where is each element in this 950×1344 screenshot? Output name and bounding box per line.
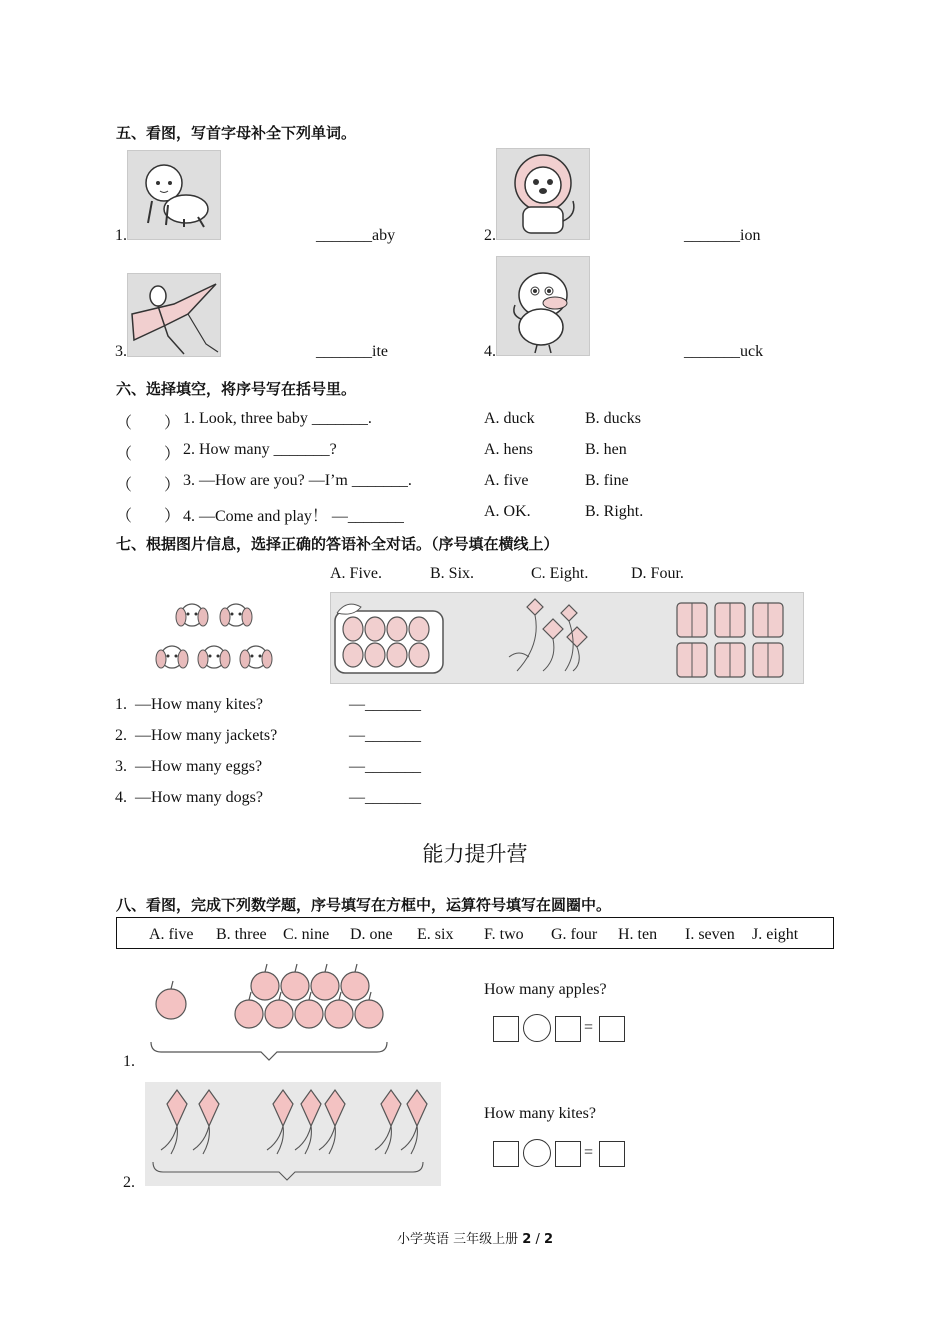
word-blank-duck[interactable]: _______uck <box>684 343 764 360</box>
question-text: 1. Look, three baby _______. <box>183 410 372 427</box>
eggs-kites-jackets-icon <box>331 593 803 683</box>
option: C. Eight. <box>531 565 589 582</box>
baby-icon <box>128 151 220 239</box>
lion-picture <box>496 148 590 240</box>
option-a: A. OK. <box>484 503 531 520</box>
item-number: 3. <box>115 343 127 360</box>
duck-picture <box>496 256 590 356</box>
problem-number: 1. <box>123 1053 135 1070</box>
option-b: B. fine <box>585 472 629 489</box>
equals-sign: = <box>584 1144 594 1161</box>
option-b: B. Right. <box>585 503 644 520</box>
option: B. Six. <box>430 565 475 582</box>
problem-question: How many kites? <box>484 1105 596 1122</box>
answer-box[interactable] <box>493 1141 519 1167</box>
operator-circle[interactable] <box>523 1139 551 1167</box>
option: D. one <box>350 926 393 943</box>
page-footer <box>0 1228 950 1247</box>
dogs-icon <box>150 595 280 683</box>
answer-paren[interactable]: （ ） <box>116 415 181 432</box>
option: D. Four. <box>631 565 684 582</box>
dogs-picture <box>150 595 280 683</box>
problem-number: 2. <box>123 1174 135 1191</box>
options-box <box>116 917 834 949</box>
answer-blank[interactable]: —_______ <box>349 696 421 713</box>
apples-picture <box>145 958 393 1068</box>
item-number: 1. <box>115 227 127 244</box>
duck-icon <box>497 257 589 355</box>
lion-icon <box>497 149 589 239</box>
problem-question: How many apples? <box>484 981 607 998</box>
option: E. six <box>417 926 454 943</box>
kite-picture <box>127 273 221 357</box>
section7-heading: 七、根据图片信息，选择正确的答语补全对话。（序号填在横线上） <box>116 535 559 553</box>
answer-paren[interactable]: （ ） <box>116 508 181 525</box>
option-b: B. hen <box>585 441 627 458</box>
answer-box[interactable] <box>599 1016 625 1042</box>
answer-paren[interactable]: （ ） <box>116 477 181 494</box>
word-blank-baby[interactable]: _______aby <box>316 227 396 244</box>
question-text: 3. —How are you? —I’m _______. <box>183 472 412 489</box>
option: A. five <box>149 926 194 943</box>
q-text: —How many dogs? <box>135 789 263 806</box>
eggs-kites-jackets-picture <box>330 592 804 684</box>
section8-heading: 八、看图，完成下列数学题，序号填写在方框中，运算符号填写在圆圈中。 <box>116 896 612 914</box>
option-a: A. duck <box>484 410 535 427</box>
page-title: 能力提升营 <box>422 842 528 866</box>
q-number: 3. <box>115 758 127 775</box>
apples-icon <box>145 958 393 1068</box>
option-b: B. ducks <box>585 410 641 427</box>
section6-heading: 六、选择填空，将序号写在括号里。 <box>116 380 357 398</box>
kites-picture <box>145 1082 441 1186</box>
equals-sign: = <box>584 1019 594 1036</box>
section5-heading: 五、看图，写首字母补全下列单词。 <box>116 124 357 142</box>
option: H. ten <box>618 926 658 943</box>
q-text: —How many eggs? <box>135 758 263 775</box>
word-blank-kite[interactable]: _______ite <box>316 343 388 360</box>
answer-box[interactable] <box>493 1016 519 1042</box>
option: G. four <box>551 926 598 943</box>
answer-blank[interactable]: —_______ <box>349 727 421 744</box>
answer-blank[interactable]: —_______ <box>349 789 421 806</box>
kites-icon <box>145 1082 441 1186</box>
q-text: —How many kites? <box>135 696 263 713</box>
option: F. two <box>484 926 524 943</box>
answer-paren[interactable]: （ ） <box>116 446 181 463</box>
answer-blank[interactable]: —_______ <box>349 758 421 775</box>
baby-picture <box>127 150 221 240</box>
answer-box[interactable] <box>599 1141 625 1167</box>
question-text: 4. —Come and play！ —_______ <box>183 508 404 525</box>
q-text: —How many jackets? <box>135 727 278 744</box>
option: C. nine <box>283 926 330 943</box>
q-number: 4. <box>115 789 127 806</box>
q-number: 2. <box>115 727 127 744</box>
option-a: A. hens <box>484 441 533 458</box>
answer-box[interactable] <box>555 1141 581 1167</box>
option-a: A. five <box>484 472 529 489</box>
option: I. seven <box>685 926 735 943</box>
answer-box[interactable] <box>555 1016 581 1042</box>
operator-circle[interactable] <box>523 1014 551 1042</box>
option: A. Five. <box>330 565 382 582</box>
page-number: 2 <box>522 1232 532 1247</box>
item-number: 4. <box>484 343 496 360</box>
footer-text: 小学英语 三年级上册 <box>396 1232 519 1247</box>
page-total: 2 <box>543 1232 554 1247</box>
question-text: 2. How many _______? <box>183 441 337 458</box>
q-number: 1. <box>115 696 127 713</box>
page-separator: / <box>535 1232 540 1247</box>
kite-icon <box>128 274 220 356</box>
item-number: 2. <box>484 227 496 244</box>
option: J. eight <box>752 926 799 943</box>
word-blank-lion[interactable]: _______ion <box>684 227 761 244</box>
option: B. three <box>216 926 267 943</box>
